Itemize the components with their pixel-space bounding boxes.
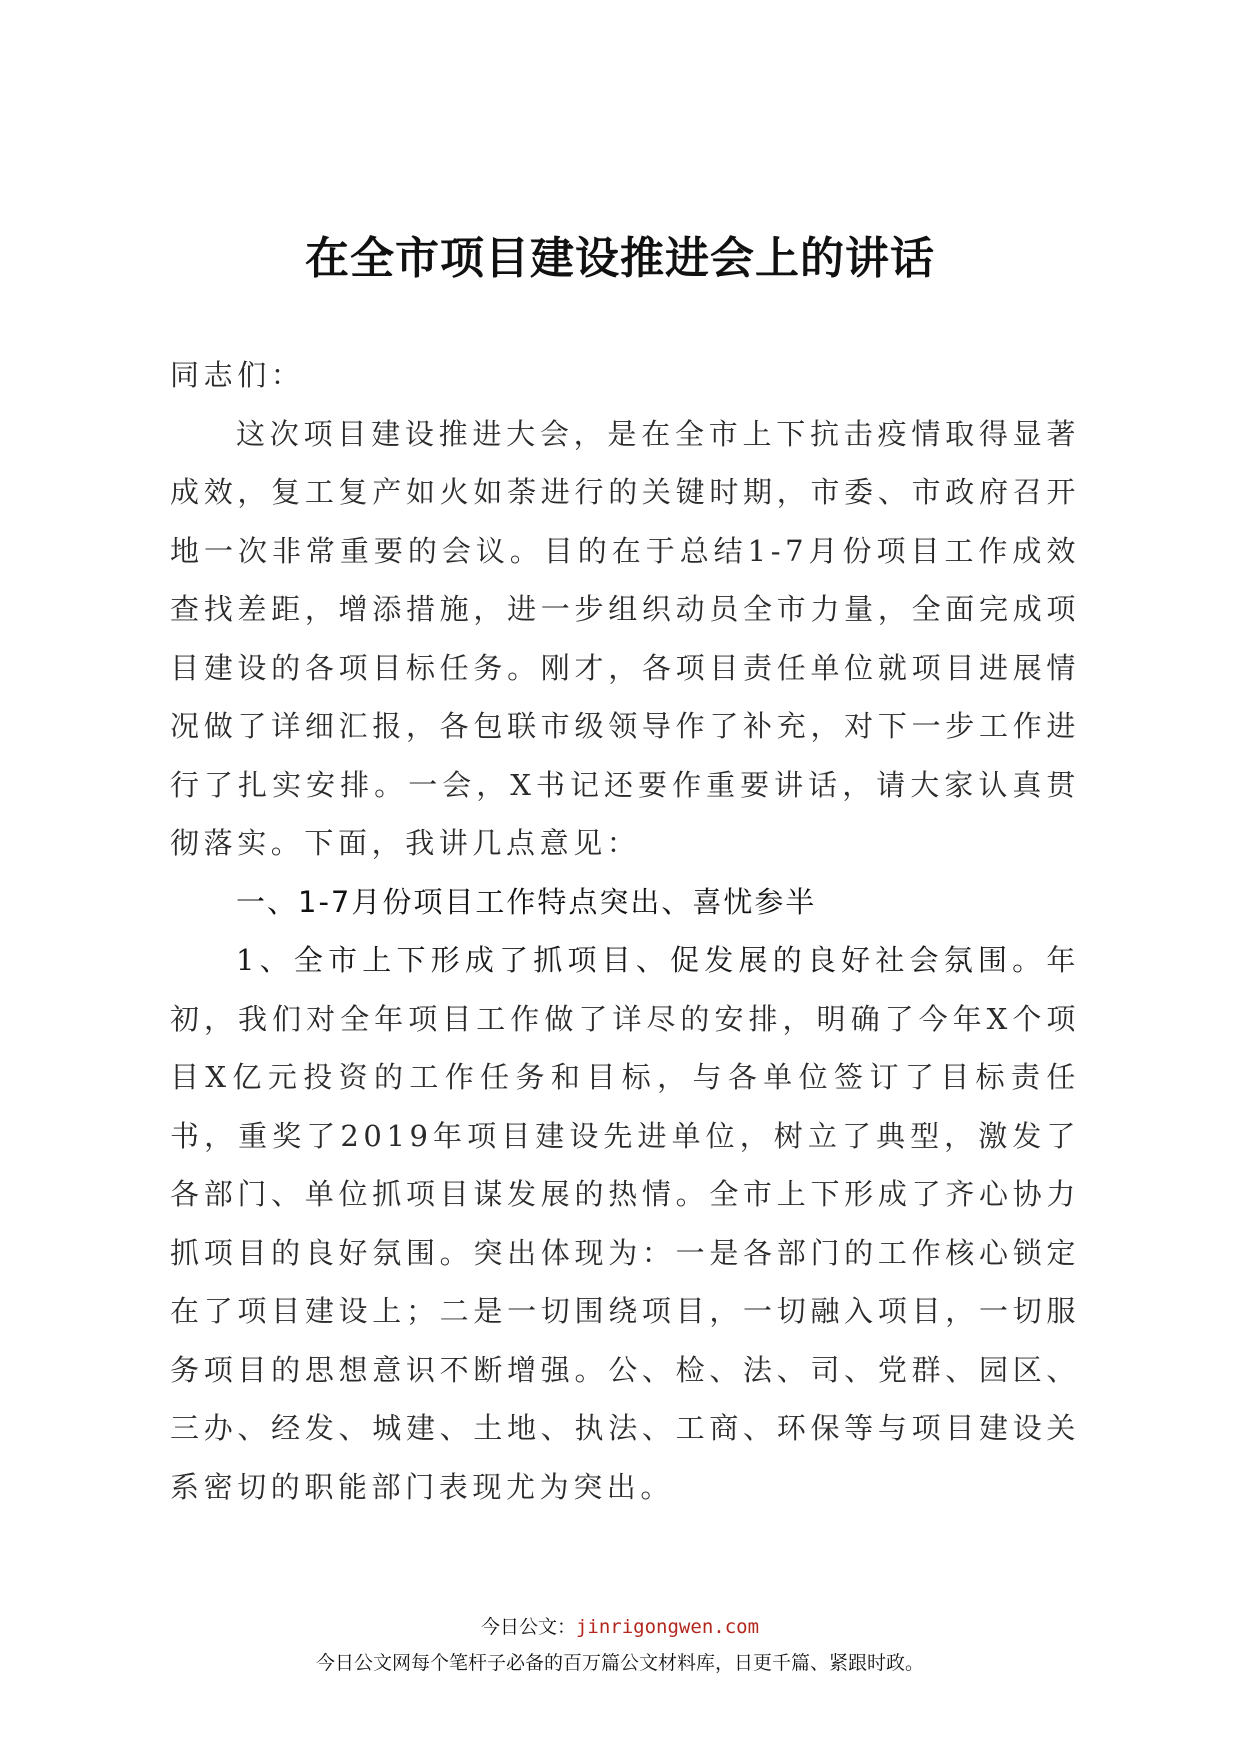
point-1-lead: 1、全市上下形成了抓项目、促发展的良好社会氛围。 <box>236 943 1047 977</box>
salutation: 同志们： <box>170 358 305 392</box>
point-1-paragraph <box>170 931 1080 1516</box>
footer <box>0 1612 1240 1678</box>
footer-source-line <box>0 1612 1240 1642</box>
section-heading: 一、1-7月份项目工作特点突出、喜忧参半 <box>236 884 817 919</box>
document-body <box>170 346 1080 1516</box>
document-title: 在全市项目建设推进会上的讲话 <box>305 233 935 284</box>
intro-paragraph: 这次项目建设推进大会，是在全市上下抗击疫情取得显著成效，复工复产如火如荼进行的关键时期，市委、市政府召开地一次非常重要的会议。目的在于总结1-7月份项目工作成效查找差距，增添措施，进一步组织动员全市力量，全面完成项目建设的各项目标任务。刚才，各项目责任单位就项目进展情况做了详细汇报，各包联市级领导作了补充，对下一步工作进行了扎实安排。一会，X书记还要作重要讲话，请大家认真贯彻落实。下面，我讲几点意见： <box>170 416 1080 860</box>
point-1-body: 年初，我们对全年项目工作做了详尽的安排，明确了今年X个项目X亿元投资的工作任务和目标，与各单位签订了目标责任书，重奖了2019年项目建设先进单位，树立了典型，激发了各部门、单位抓项目谋发展的热情。全市上下形成了齐心协力抓项目的良好氛围。突出体现为：一是各部门的工作核心锁定在了项目建设上；二是一切围绕项目，一切融入项目，一切服务项目的思想意识不断增强。公、检、法、司、党群、园区、三办、经发、城建、土地、执法、工商、环保等与项目建设关系密切的职能部门表现尤为突出。 <box>170 943 1080 1504</box>
footer-label: 今日公文： <box>480 1616 576 1638</box>
footer-url-link[interactable]: jinrigongwen.com <box>575 1616 760 1638</box>
footer-tagline: 今日公文网每个笔杆子必备的百万篇公文材料库，日更千篇、紧跟时政。 <box>315 1652 924 1674</box>
